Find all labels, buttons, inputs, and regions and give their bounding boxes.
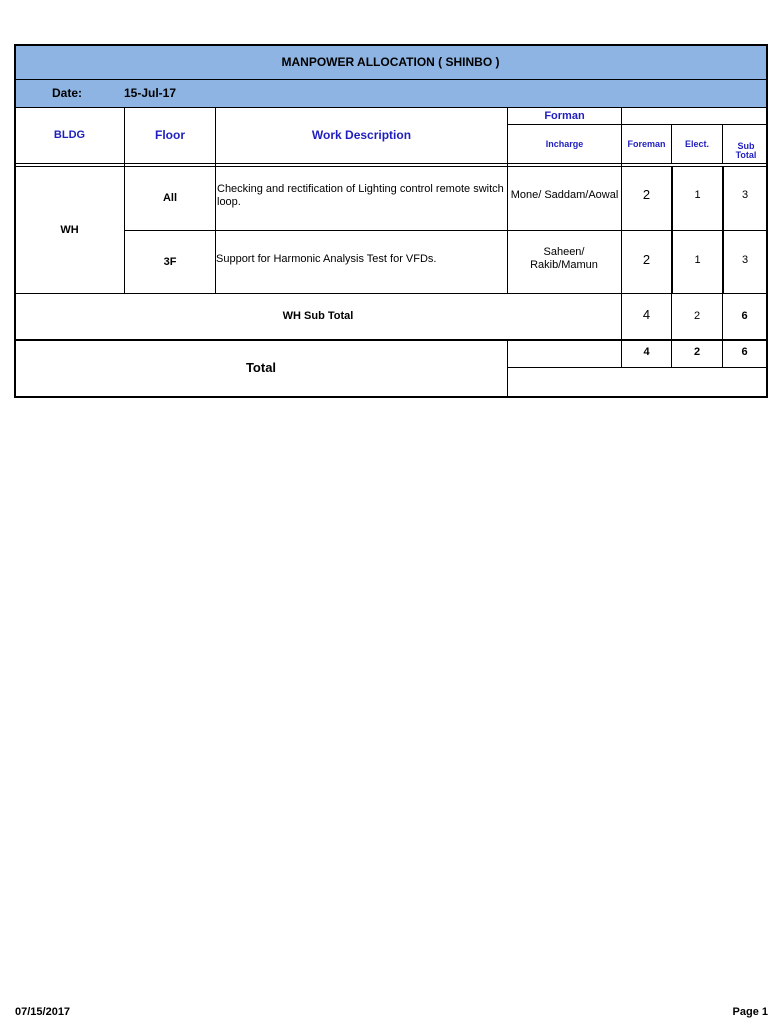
footer-page-number: Page 1	[732, 1005, 768, 1018]
grid-line	[14, 396, 768, 398]
cell-foreman: 2	[642, 251, 651, 267]
total-label: Total	[245, 360, 277, 376]
header-foreman: Foreman	[627, 138, 666, 149]
cell-floor: All	[162, 192, 178, 205]
header-forman: Forman	[544, 109, 585, 122]
grid-line	[14, 163, 768, 164]
cell-incharge: Saheen/ Rakib/Mamun	[530, 246, 598, 271]
cell-incharge: Mone/ Saddam/Aowal	[510, 188, 619, 201]
total-foreman: 4	[643, 345, 650, 358]
header-incharge: Incharge	[545, 138, 584, 149]
subtotal-sub-total: 6	[741, 310, 748, 323]
footer-date: 07/15/2017	[15, 1005, 71, 1018]
grid-line	[507, 340, 508, 397]
total-sub-total: 6	[741, 345, 748, 358]
cell-floor: 3F	[163, 255, 177, 268]
cell-description: Support for Harmonic Analysis Test for VFDs.	[216, 252, 437, 265]
subtotal-foreman: 4	[642, 306, 651, 322]
header-work-description: Work Description	[311, 127, 412, 142]
header-elect: Elect.	[684, 138, 709, 149]
header-floor: Floor	[155, 127, 185, 142]
header-bldg: BLDG	[53, 129, 86, 142]
report-title: MANPOWER ALLOCATION ( SHINBO )	[281, 54, 500, 69]
header-sub-total: Sub Total	[735, 140, 757, 160]
subtotal-elect: 2	[693, 310, 701, 323]
grid-line	[722, 124, 723, 164]
cell-sub-total: 3	[741, 253, 749, 266]
cell-elect: 1	[694, 188, 701, 201]
date-value: 15-Jul-17	[124, 85, 177, 100]
cell-elect: 1	[694, 253, 701, 266]
cell-description: Checking and rectification of Lighting control remote switch loop.	[217, 183, 504, 208]
cell-bldg: WH	[60, 223, 79, 236]
subtotal-label: WH Sub Total	[282, 310, 354, 323]
cell-foreman: 2	[642, 186, 651, 202]
grid-line	[508, 367, 768, 368]
cell-sub-total: 3	[741, 188, 749, 201]
total-elect: 2	[693, 345, 701, 358]
date-label: Date:	[52, 85, 83, 100]
